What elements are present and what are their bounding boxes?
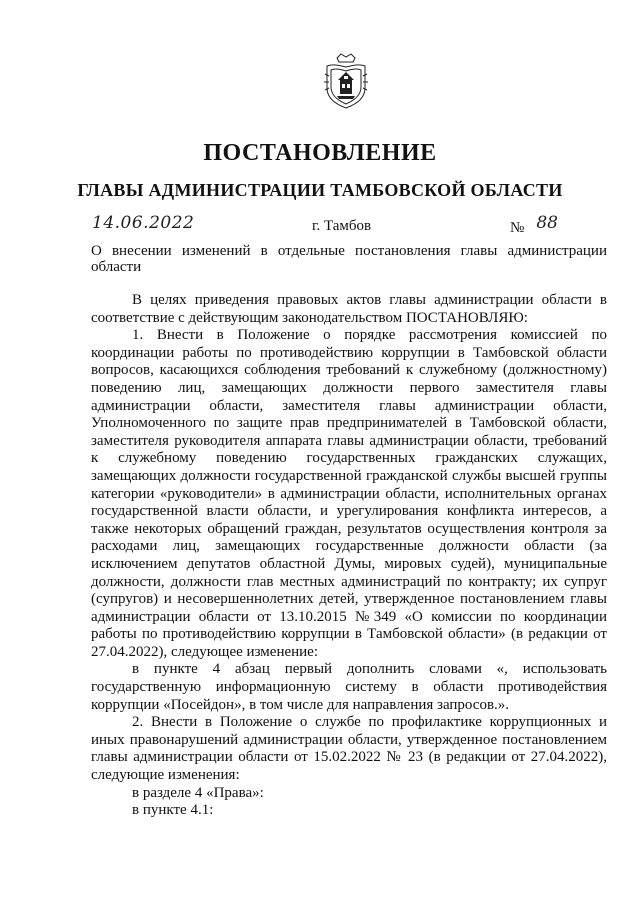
city-label: г. Тамбов — [312, 218, 372, 234]
document-subtitle: ГЛАВЫ АДМИНИСТРАЦИИ ТАМБОВСКОЙ ОБЛАСТИ — [77, 180, 563, 200]
document-title: ПОСТАНОВЛЕНИЕ — [203, 140, 437, 166]
paragraph-item-1: 1. Внести в Положение о порядке рассмотрения комиссией по координации работы по противодействию коррупции в Тамбовской области вопросов, касающихся соблюдения требований к служебному (должностному) поведению лиц, замещающих должности первого заместителя главы администрации области, заместителя главы администрации области, Уполномоченного по защите прав предпринимателей в Тамбовской области, заместителя руководителя аппарата главы администрации области, требований к служебному поведению государственных гражданских служащих, замещающих должности государственной гражданской службы высшей группы категории «руководители» в администрации области, исполнительных органах государственной власти области, и урегулирования конфликта интересов, а также некоторых обращений граждан, результатов осуществления контроля за расходами лиц, замещающих государственные должности области (за исключением депутатов областной Думы, мировых судей), муниципальные должности, должности глав местных администраций по контракту; их супруг (супругов) и несовершеннолетних детей, утвержденное постановлением главы администрации области от 13.10.2015 №349 «О комиссии по координации работы по противодействию коррупции в Тамбовской области» (в редакции от 27.04.2022), следующее изменение: — [91, 327, 607, 660]
number-sign: № — [510, 220, 525, 236]
coat-of-arms-icon — [323, 52, 369, 110]
document-subject: О внесении изменений в отдельные постановления главы администрации области — [91, 243, 607, 275]
paragraph-item-2: 2. Внести в Положение о службе по профилактике коррупционных и иных правонарушений администрации области, утвержденное постановлением главы администрации области от 15.02.2022 № 23 (в редакции от 27.04.2022), следующие изменения: — [91, 714, 607, 784]
paragraph-preamble: В целях приведения правовых актов главы администрации области в соответствие с действующим законодательством ПОСТАНОВЛЯЮ: — [91, 292, 607, 326]
handwritten-date: 14.06.2022 — [92, 213, 195, 233]
document-number — [510, 213, 558, 236]
handwritten-number: 88 — [536, 213, 558, 233]
paragraph-item-1-change: в пункте 4 абзац первый дополнить словами «, использовать государственную информационную систему в области противодействия коррупции «Посейдон», в том числе для направления запросов.». — [91, 661, 607, 713]
document-body — [91, 292, 607, 820]
paragraph-section-4: в разделе 4 «Права»: — [132, 784, 264, 801]
paragraph-point-4-1: в пункте 4.1: — [132, 802, 214, 819]
